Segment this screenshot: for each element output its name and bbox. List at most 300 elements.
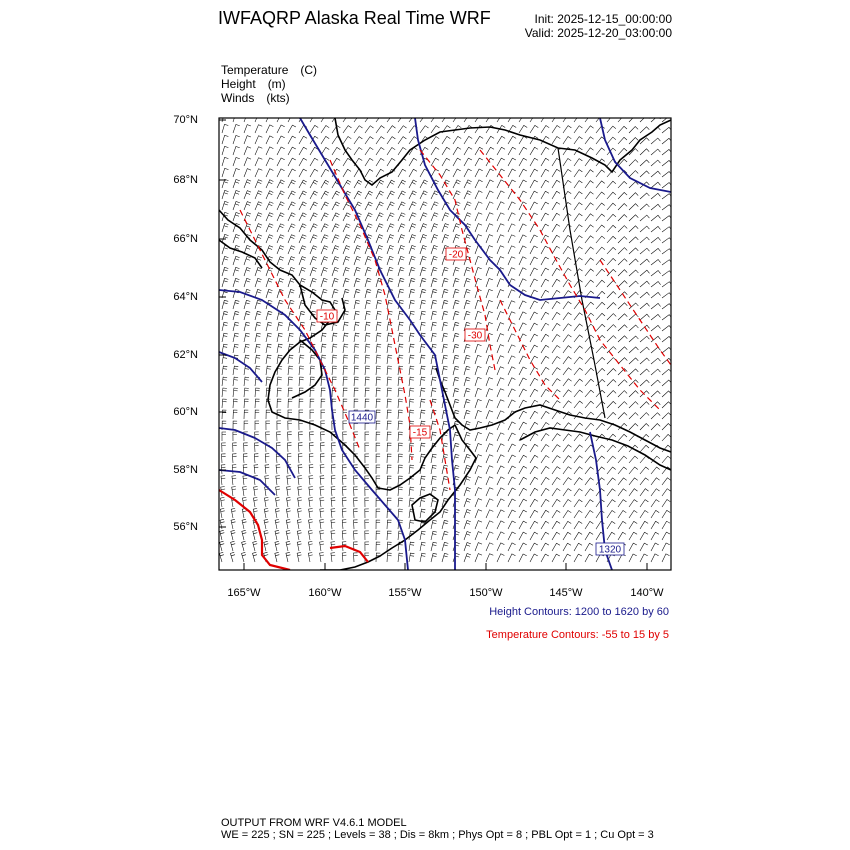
wind-barb	[387, 344, 392, 353]
wind-barb	[574, 236, 583, 243]
wind-barb	[486, 532, 493, 540]
wind-barb	[299, 180, 307, 188]
wind-barb	[453, 553, 460, 562]
wind-barb	[299, 147, 307, 155]
wind-barb	[475, 180, 483, 188]
wind-barb	[563, 346, 572, 353]
wind-barb	[376, 443, 380, 452]
wind-barb	[255, 388, 260, 397]
wind-barb	[607, 467, 616, 474]
wind-barb	[298, 476, 302, 485]
wind-barb	[541, 488, 549, 496]
wind-barb	[243, 454, 247, 463]
wind-barb	[585, 500, 593, 507]
wind-barb	[453, 300, 459, 309]
wind-barb	[629, 521, 637, 529]
wind-barb	[541, 224, 549, 232]
wind-barb	[530, 389, 538, 397]
wind-barb	[629, 489, 638, 496]
wind-barb	[398, 553, 403, 562]
wind-barb	[651, 138, 660, 144]
wind-barb	[365, 344, 370, 353]
wind-barb	[233, 235, 240, 244]
wind-barb	[662, 369, 671, 375]
wind-barb	[342, 498, 346, 507]
wind-barb	[431, 235, 438, 244]
wind-barb	[486, 378, 493, 386]
wind-barb	[265, 454, 269, 463]
wind-barb	[596, 478, 605, 485]
wind-barb	[662, 391, 671, 397]
wind-barb	[387, 235, 394, 243]
wind-barb	[253, 552, 258, 562]
wind-barb	[618, 115, 627, 122]
wind-barb	[365, 366, 370, 375]
wind-barb	[574, 521, 582, 529]
wind-barb	[530, 323, 538, 331]
lat-label-62: 62°N	[173, 349, 198, 361]
wind-barb	[497, 400, 504, 408]
wind-barb	[574, 456, 583, 463]
wind-barb	[310, 180, 318, 188]
wind-barb	[662, 532, 670, 540]
wind-barb	[387, 267, 393, 276]
wind-barb	[662, 510, 670, 518]
wind-barb	[574, 423, 583, 430]
wind-barb	[486, 389, 493, 397]
wind-barb	[442, 520, 448, 529]
wind-barb	[519, 477, 527, 485]
wind-barb	[563, 489, 571, 496]
wind-barb	[651, 358, 661, 364]
wind-barb	[288, 147, 296, 155]
wind-barb	[574, 159, 582, 166]
wind-barb	[264, 497, 268, 507]
wind-barb	[508, 367, 515, 375]
wind-barb	[662, 138, 672, 144]
wind-barb	[497, 543, 504, 551]
wind-barb	[596, 313, 605, 320]
wind-barb	[486, 191, 493, 199]
wind-barb	[519, 378, 527, 386]
wind-barb	[486, 279, 493, 288]
wind-barb	[486, 290, 493, 299]
wind-barb	[376, 289, 382, 298]
wind-barb	[420, 388, 425, 397]
wind-barb	[640, 226, 649, 232]
wind-barb	[376, 366, 381, 375]
wind-barb	[244, 191, 251, 199]
wind-barb	[255, 136, 262, 144]
wind-barb	[354, 344, 359, 353]
temperature-warm-contour	[219, 490, 368, 570]
wind-barb	[662, 456, 671, 463]
wind-barb	[321, 344, 326, 353]
wind-barb	[541, 279, 549, 287]
wind-barb	[222, 399, 227, 408]
wind-barb	[387, 366, 392, 375]
wind-barb	[651, 532, 659, 540]
wind-barb	[585, 159, 594, 166]
wind-barb	[409, 246, 416, 255]
wind-barb	[607, 500, 616, 507]
wind-barb	[365, 388, 370, 397]
wind-barb	[376, 465, 380, 474]
wind-barb	[354, 487, 358, 496]
wind-barb	[464, 202, 471, 210]
wind-barb	[574, 137, 583, 144]
wind-barb	[376, 520, 380, 529]
wind-barb	[541, 521, 549, 529]
wind-barb	[618, 456, 627, 463]
wind-barb	[574, 126, 582, 133]
wind-barb	[508, 422, 516, 430]
wind-barb	[607, 203, 616, 210]
height-label-1: 1440	[350, 412, 374, 424]
wind-barb	[354, 520, 358, 529]
wind-barb	[365, 126, 374, 133]
wind-barb	[365, 278, 371, 287]
wind-barb	[222, 190, 229, 199]
wind-barb	[651, 204, 661, 210]
wind-barb	[409, 289, 415, 298]
wind-barb	[486, 147, 494, 155]
wind-barb	[475, 543, 482, 551]
wind-barb	[365, 169, 373, 177]
wind-barb	[442, 169, 450, 177]
wind-barb	[287, 487, 291, 497]
wind-barb	[486, 400, 493, 408]
wind-barb	[475, 202, 482, 210]
wind-barb	[530, 334, 538, 342]
wind-barb	[629, 204, 638, 210]
wind-barb	[453, 267, 460, 276]
wind-barb	[629, 413, 638, 419]
wind-barb	[222, 432, 226, 441]
wind-barb	[508, 224, 515, 232]
wind-barb	[508, 323, 515, 331]
wind-barb	[508, 345, 515, 353]
wind-barb	[442, 136, 450, 144]
wind-barb	[453, 531, 460, 540]
wind-barb	[607, 456, 616, 463]
wind-barb	[321, 257, 328, 265]
wind-barb	[497, 488, 505, 496]
wind-barb	[486, 411, 493, 419]
wind-barb	[618, 336, 627, 342]
wind-barb	[618, 259, 627, 265]
wind-barb	[420, 322, 426, 331]
wind-barb	[519, 543, 527, 551]
wind-barb	[442, 553, 448, 562]
wind-barb	[596, 368, 605, 375]
wind-barb	[618, 314, 627, 320]
wind-barb	[409, 355, 414, 364]
wind-barb	[541, 445, 549, 453]
wind-barb	[475, 411, 482, 420]
wind-barb	[309, 443, 313, 452]
wind-barb	[541, 312, 549, 320]
wind-barb	[387, 180, 395, 188]
wind-barb	[365, 311, 371, 320]
wind-barb	[541, 158, 549, 166]
wind-barb	[453, 344, 459, 353]
wind-barb	[376, 126, 385, 133]
wind-barb	[563, 302, 571, 309]
wind-barb	[563, 126, 571, 133]
wind-barb	[387, 531, 392, 540]
wind-barb	[497, 235, 504, 243]
wind-barb	[420, 256, 427, 265]
wind-barb	[431, 300, 437, 309]
wind-barb	[310, 213, 318, 221]
wind-barb	[265, 465, 269, 474]
wind-barb	[640, 160, 649, 166]
wind-barb	[574, 357, 583, 364]
wind-barb	[662, 424, 671, 431]
wind-barb	[442, 531, 448, 540]
wind-barb	[618, 434, 627, 441]
wind-barb	[453, 180, 461, 188]
wind-barb	[233, 399, 238, 408]
wind-barb	[321, 388, 325, 397]
wind-barb	[486, 334, 493, 343]
wind-barb	[442, 542, 448, 551]
wind-barb	[563, 235, 571, 243]
wind-barb	[596, 280, 605, 287]
wind-barb	[431, 147, 439, 155]
wind-barb	[497, 356, 504, 364]
wind-barb	[288, 257, 295, 265]
wind-barb	[541, 246, 549, 254]
wind-barb	[331, 487, 335, 496]
wind-barb	[320, 553, 324, 563]
wind-barb	[221, 465, 225, 474]
wind-barb	[233, 388, 238, 397]
height-contour-8	[600, 118, 671, 192]
wind-barb	[266, 311, 272, 320]
wind-barb	[244, 399, 249, 408]
wind-barb	[651, 282, 661, 288]
wind-barb	[431, 520, 437, 529]
wind-barb	[475, 444, 482, 453]
wind-barb	[596, 269, 605, 276]
wind-barb	[266, 246, 273, 254]
wind-barb	[343, 224, 350, 232]
wind-barb	[618, 358, 627, 364]
wind-barb	[618, 325, 627, 331]
wind-barb	[453, 366, 459, 375]
wind-barb	[464, 554, 471, 563]
wind-barb	[354, 300, 360, 309]
wind-barb	[541, 389, 549, 397]
wind-barb	[387, 246, 394, 255]
wind-barb	[497, 202, 504, 210]
wind-barb	[310, 169, 318, 177]
wind-barb	[233, 213, 240, 222]
wind-barb	[629, 325, 638, 331]
wind-barb	[275, 519, 279, 529]
wind-barb	[310, 278, 317, 287]
wind-barb	[563, 247, 571, 255]
wind-barb	[651, 380, 660, 386]
wind-barb	[387, 388, 392, 397]
wind-barb	[508, 257, 515, 265]
wind-barb	[343, 278, 349, 287]
wind-barb	[442, 213, 449, 221]
wind-barb	[530, 378, 538, 386]
wind-barb	[420, 476, 425, 485]
wind-barb	[651, 260, 661, 266]
wind-barb	[288, 333, 294, 342]
wind-barb	[342, 476, 346, 485]
wind-barb	[629, 171, 638, 177]
wind-barb	[563, 379, 572, 386]
wind-barb	[342, 531, 346, 540]
wind-barb	[640, 445, 649, 452]
wind-barb	[486, 246, 493, 254]
wind-barb	[464, 432, 470, 441]
wind-barb	[651, 271, 661, 277]
wind-barb	[321, 410, 325, 419]
wind-barb	[398, 267, 404, 276]
wind-barb	[607, 412, 616, 419]
wind-barb	[277, 224, 284, 232]
wind-barb	[266, 224, 273, 232]
wind-barb	[629, 424, 638, 431]
wind-barb	[365, 333, 370, 342]
wind-barb	[277, 322, 283, 331]
wind-barb	[552, 445, 560, 452]
wind-barb	[277, 147, 285, 155]
wind-barb	[222, 267, 228, 276]
wind-barb	[442, 235, 449, 244]
wind-barb	[365, 213, 372, 221]
wind-barb	[530, 499, 538, 507]
wind-barb	[222, 322, 228, 331]
wind-barb	[222, 201, 229, 210]
wind-barb	[508, 169, 516, 177]
wind-barb	[420, 169, 428, 177]
wind-barb	[244, 180, 251, 188]
wind-barb	[264, 519, 269, 529]
wind-barb	[497, 521, 505, 529]
wind-barb	[563, 401, 572, 408]
wind-barb	[288, 169, 296, 177]
wind-barb	[331, 553, 335, 562]
wind-barb	[596, 445, 605, 452]
wind-barb	[288, 377, 293, 386]
wind-barb	[265, 476, 269, 485]
wind-barb	[475, 213, 482, 221]
wind-barb	[233, 169, 240, 178]
wind-barb	[563, 500, 571, 508]
wind-barb	[332, 278, 338, 287]
wind-barb	[662, 216, 672, 221]
wind-barb	[233, 202, 240, 211]
wind-barb	[640, 413, 649, 419]
wind-barb	[365, 542, 369, 551]
wind-barb	[420, 366, 425, 375]
wind-barb	[640, 402, 649, 408]
wind-barb	[297, 530, 301, 540]
wind-barb	[464, 180, 472, 188]
wind-barb	[640, 358, 649, 364]
wind-barb	[276, 476, 280, 485]
wind-barb	[651, 292, 661, 298]
wind-barb	[607, 137, 616, 144]
wind-barb	[464, 366, 470, 375]
wind-barb	[585, 192, 594, 199]
wind-barb	[431, 432, 437, 441]
wind-barb	[255, 147, 262, 155]
wind-barb	[453, 355, 459, 364]
wind-barb	[618, 413, 627, 420]
wind-barb	[233, 410, 237, 419]
wind-barb	[453, 136, 461, 144]
wind-barb	[398, 322, 404, 331]
wind-barb	[508, 356, 515, 364]
wind-barb	[618, 511, 626, 519]
axis-ticks	[219, 120, 647, 570]
wind-barb	[574, 511, 582, 519]
wind-barb	[332, 366, 337, 375]
wind-barb	[431, 421, 437, 430]
wind-barb	[497, 532, 505, 540]
wind-barb	[662, 478, 671, 485]
wind-barb	[343, 235, 350, 243]
wind-barb	[651, 215, 661, 221]
wind-barb	[420, 235, 427, 244]
wind-barb	[453, 311, 459, 320]
wind-barb	[277, 125, 285, 133]
wind-barb	[376, 531, 380, 540]
wind-barb	[365, 267, 372, 276]
wind-barb	[431, 542, 437, 551]
wind-barb	[376, 432, 380, 441]
wind-barb	[486, 521, 493, 529]
wind-barb	[365, 355, 370, 364]
wind-barb	[552, 456, 560, 463]
field-temperature-name: Temperature	[221, 63, 289, 77]
wind-barb	[222, 377, 227, 386]
wind-barb	[431, 465, 437, 474]
wind-barb	[486, 180, 494, 188]
wind-barb	[497, 477, 505, 485]
wind-barb	[398, 465, 403, 474]
wind-barb	[519, 499, 527, 507]
wind-barb	[376, 421, 380, 430]
wind-barb	[453, 235, 460, 244]
wind-barb	[331, 465, 335, 474]
wind-barb	[387, 399, 392, 408]
wind-barb	[508, 466, 516, 474]
wind-barb	[552, 323, 560, 331]
lat-label-68: 68°N	[173, 174, 198, 186]
wind-barb	[607, 258, 616, 265]
wind-barb	[343, 257, 350, 266]
wind-barb	[420, 355, 425, 364]
wind-barb	[222, 344, 228, 353]
wind-barb	[607, 347, 616, 353]
wind-barb	[233, 267, 240, 276]
wind-barb	[420, 213, 427, 221]
wind-barb	[596, 324, 605, 331]
wind-barb	[519, 169, 527, 177]
wind-barb	[607, 314, 616, 320]
wind-barb	[420, 224, 427, 232]
wind-barb	[266, 125, 273, 133]
